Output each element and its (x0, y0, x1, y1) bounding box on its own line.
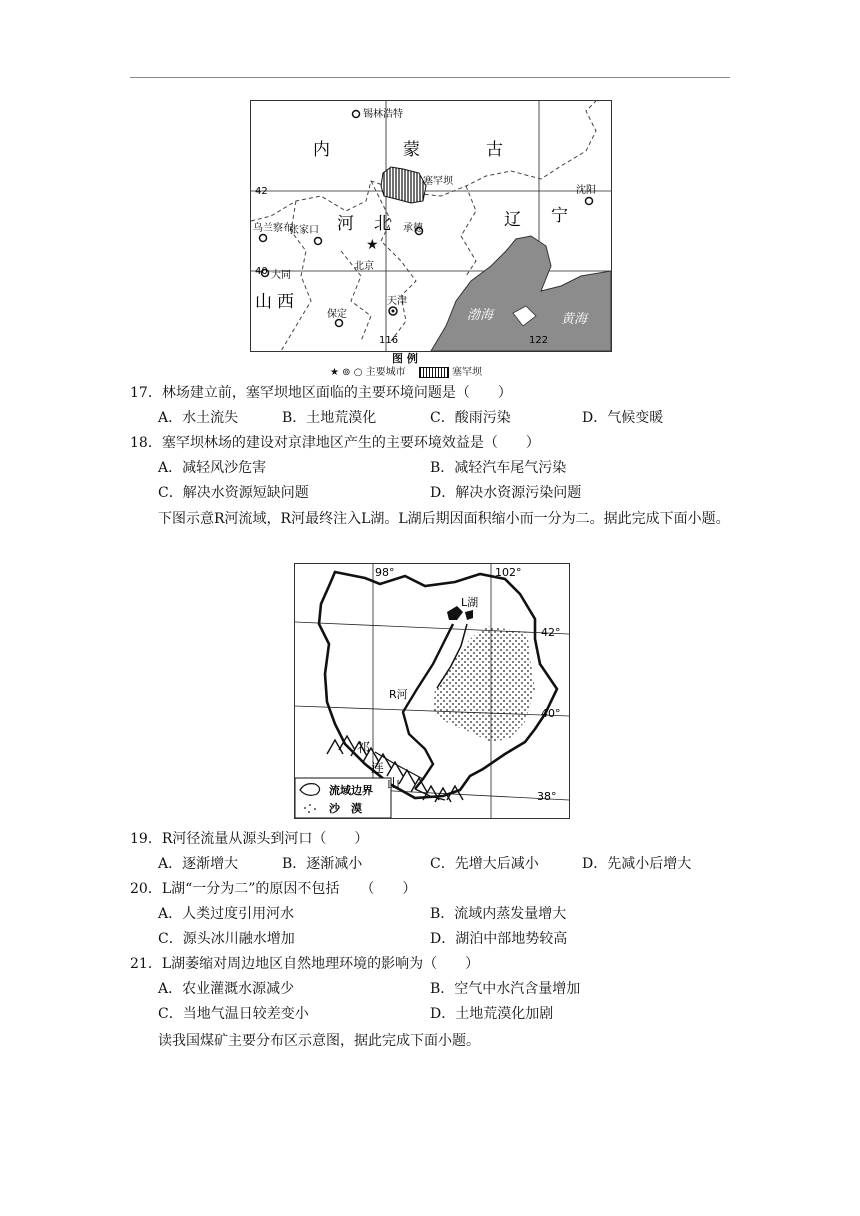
label-chengde: 承德 (403, 223, 423, 234)
q18-stem: 18．塞罕坝林场的建设对京津地区产生的主要环境效益是（ ） (130, 435, 540, 451)
label-lat38: 38° (537, 790, 557, 803)
label-lon98: 98° (375, 566, 395, 579)
q17-option-c[interactable]: C．酸雨污染 (430, 410, 511, 426)
q18-option-b[interactable]: B．减轻汽车尾气污染 (430, 460, 567, 476)
label-lat42: 42° (541, 626, 561, 639)
city-marker (260, 235, 267, 242)
label-qilian-3: 山 (387, 777, 401, 792)
q21-option-b[interactable]: B．空气中水汽含量增加 (430, 981, 581, 997)
label-saihanba: 塞罕坝 (423, 176, 453, 187)
label-neimeng-3: 古 (486, 140, 503, 160)
q21-option-c[interactable]: C．当地气温日较差变小 (158, 1006, 309, 1022)
label-shanxi-1: 山 (255, 292, 272, 312)
label-river: R河 (389, 688, 408, 701)
intro-r-river: 下图示意R河流域，R河最终注入L湖。L湖后期因面积缩小而一分为二。据此完成下面小题。 (158, 511, 730, 527)
label-huanghai: 黄海 (561, 312, 588, 327)
lat42-line (295, 622, 569, 634)
label-ulanqab: 乌兰察布 (253, 223, 293, 234)
q19-option-b[interactable]: B．逐渐减小 (282, 856, 363, 872)
stripe-icon (419, 367, 449, 378)
label-lat40: 40° (541, 707, 561, 720)
saihanba-area (381, 167, 426, 203)
capital-star: ★ (366, 237, 379, 253)
city-marker (586, 198, 593, 205)
legend-row (330, 363, 482, 378)
q21-stem: 21．L湖萎缩对周边地区自然地理环境的影响为（ ） (130, 956, 480, 972)
q19-option-c[interactable]: C．先增大后减小 (430, 856, 539, 872)
r-river-map (294, 563, 570, 819)
q18-option-c[interactable]: C．解决水资源短缺问题 (158, 485, 309, 501)
legend-saihanba: 塞罕坝 (452, 367, 482, 378)
label-qilian-2: 连 (371, 761, 385, 776)
map1-legend (330, 350, 530, 376)
city-marker (353, 111, 360, 118)
lake-l-east (465, 610, 473, 620)
label-lon116: 116 (379, 335, 399, 346)
label-lon122: 122 (529, 335, 549, 346)
label-lat42: 42 (255, 186, 268, 197)
q19-option-a[interactable]: A．逐渐增大 (158, 856, 239, 872)
q20-option-a[interactable]: A．人类过度引用河水 (158, 906, 295, 922)
saihanba-map-svg (251, 101, 611, 351)
label-liaoning-1: 辽 (504, 210, 521, 230)
legend-city: 主要城市 (365, 367, 406, 378)
q17-option-b[interactable]: B．土地荒漠化 (282, 410, 377, 426)
desert-area (433, 626, 535, 742)
intro-coal: 读我国煤矿主要分布区示意图，据此完成下面小题。 (158, 1033, 480, 1049)
r-river-map-svg (295, 564, 569, 818)
label-bohai: 渤海 (467, 308, 494, 323)
q17-option-a[interactable]: A．水土流失 (158, 410, 239, 426)
q20-stem: 20．L湖“一分为二”的原因不包括 （ ） (130, 881, 417, 897)
label-lon102: 102° (495, 566, 522, 579)
city-marker (336, 320, 343, 327)
legend-boundary: 流域边界 (329, 784, 373, 797)
label-qilian-1: 祁 (357, 741, 371, 756)
saihanba-map (250, 100, 612, 352)
q17-option-d[interactable]: D．气候变暖 (582, 410, 664, 426)
label-xilinhot: 锡林浩特 (363, 109, 403, 120)
label-tianjin: 天津 (387, 296, 407, 307)
province-border (251, 101, 596, 221)
label-zhangjiakou: 张家口 (289, 225, 319, 236)
q19-option-d[interactable]: D．先减小后增大 (582, 856, 692, 872)
q20-option-d[interactable]: D．湖泊中部地势较高 (430, 931, 568, 947)
legend-desert: 沙 漠 (329, 802, 362, 815)
label-beijing: 北京 (354, 261, 374, 272)
q17-stem: 17．林场建立前，塞罕坝地区面临的主要环境问题是（ ） (130, 385, 512, 401)
label-hebei-2: 北 (374, 214, 391, 234)
legend-title: 图 例 (392, 352, 418, 365)
label-hebei-1: 河 (337, 214, 354, 234)
label-lake: L湖 (461, 596, 479, 609)
q20-option-c[interactable]: C．源头冰川融水增加 (158, 931, 295, 947)
q20-option-b[interactable]: B．流域内蒸发量增大 (430, 906, 567, 922)
q21-option-a[interactable]: A．农业灌溉水源减少 (158, 981, 295, 997)
q18-option-d[interactable]: D．解决水资源污染问题 (430, 485, 582, 501)
header-rule (130, 77, 730, 78)
q21-option-d[interactable]: D．土地荒漠化加剧 (430, 1006, 554, 1022)
label-neimeng-1: 内 (313, 140, 330, 160)
label-neimeng-2: 蒙 (403, 140, 420, 160)
label-baoding: 保定 (327, 309, 347, 320)
label-datong: 大同 (271, 270, 291, 281)
label-lat40: 40 (255, 266, 268, 277)
city-marker (315, 238, 322, 245)
label-shanxi-2: 西 (277, 292, 294, 312)
star-icon: ★ ⊚ ○ (330, 367, 363, 378)
label-liaoning-2: 宁 (551, 206, 568, 226)
q19-stem: 19．R河径流量从源头到河口（ ） (130, 831, 369, 847)
sea-area (431, 236, 611, 351)
label-shenyang: 沈阳 (576, 185, 596, 196)
q18-option-a[interactable]: A．减轻风沙危害 (158, 460, 267, 476)
